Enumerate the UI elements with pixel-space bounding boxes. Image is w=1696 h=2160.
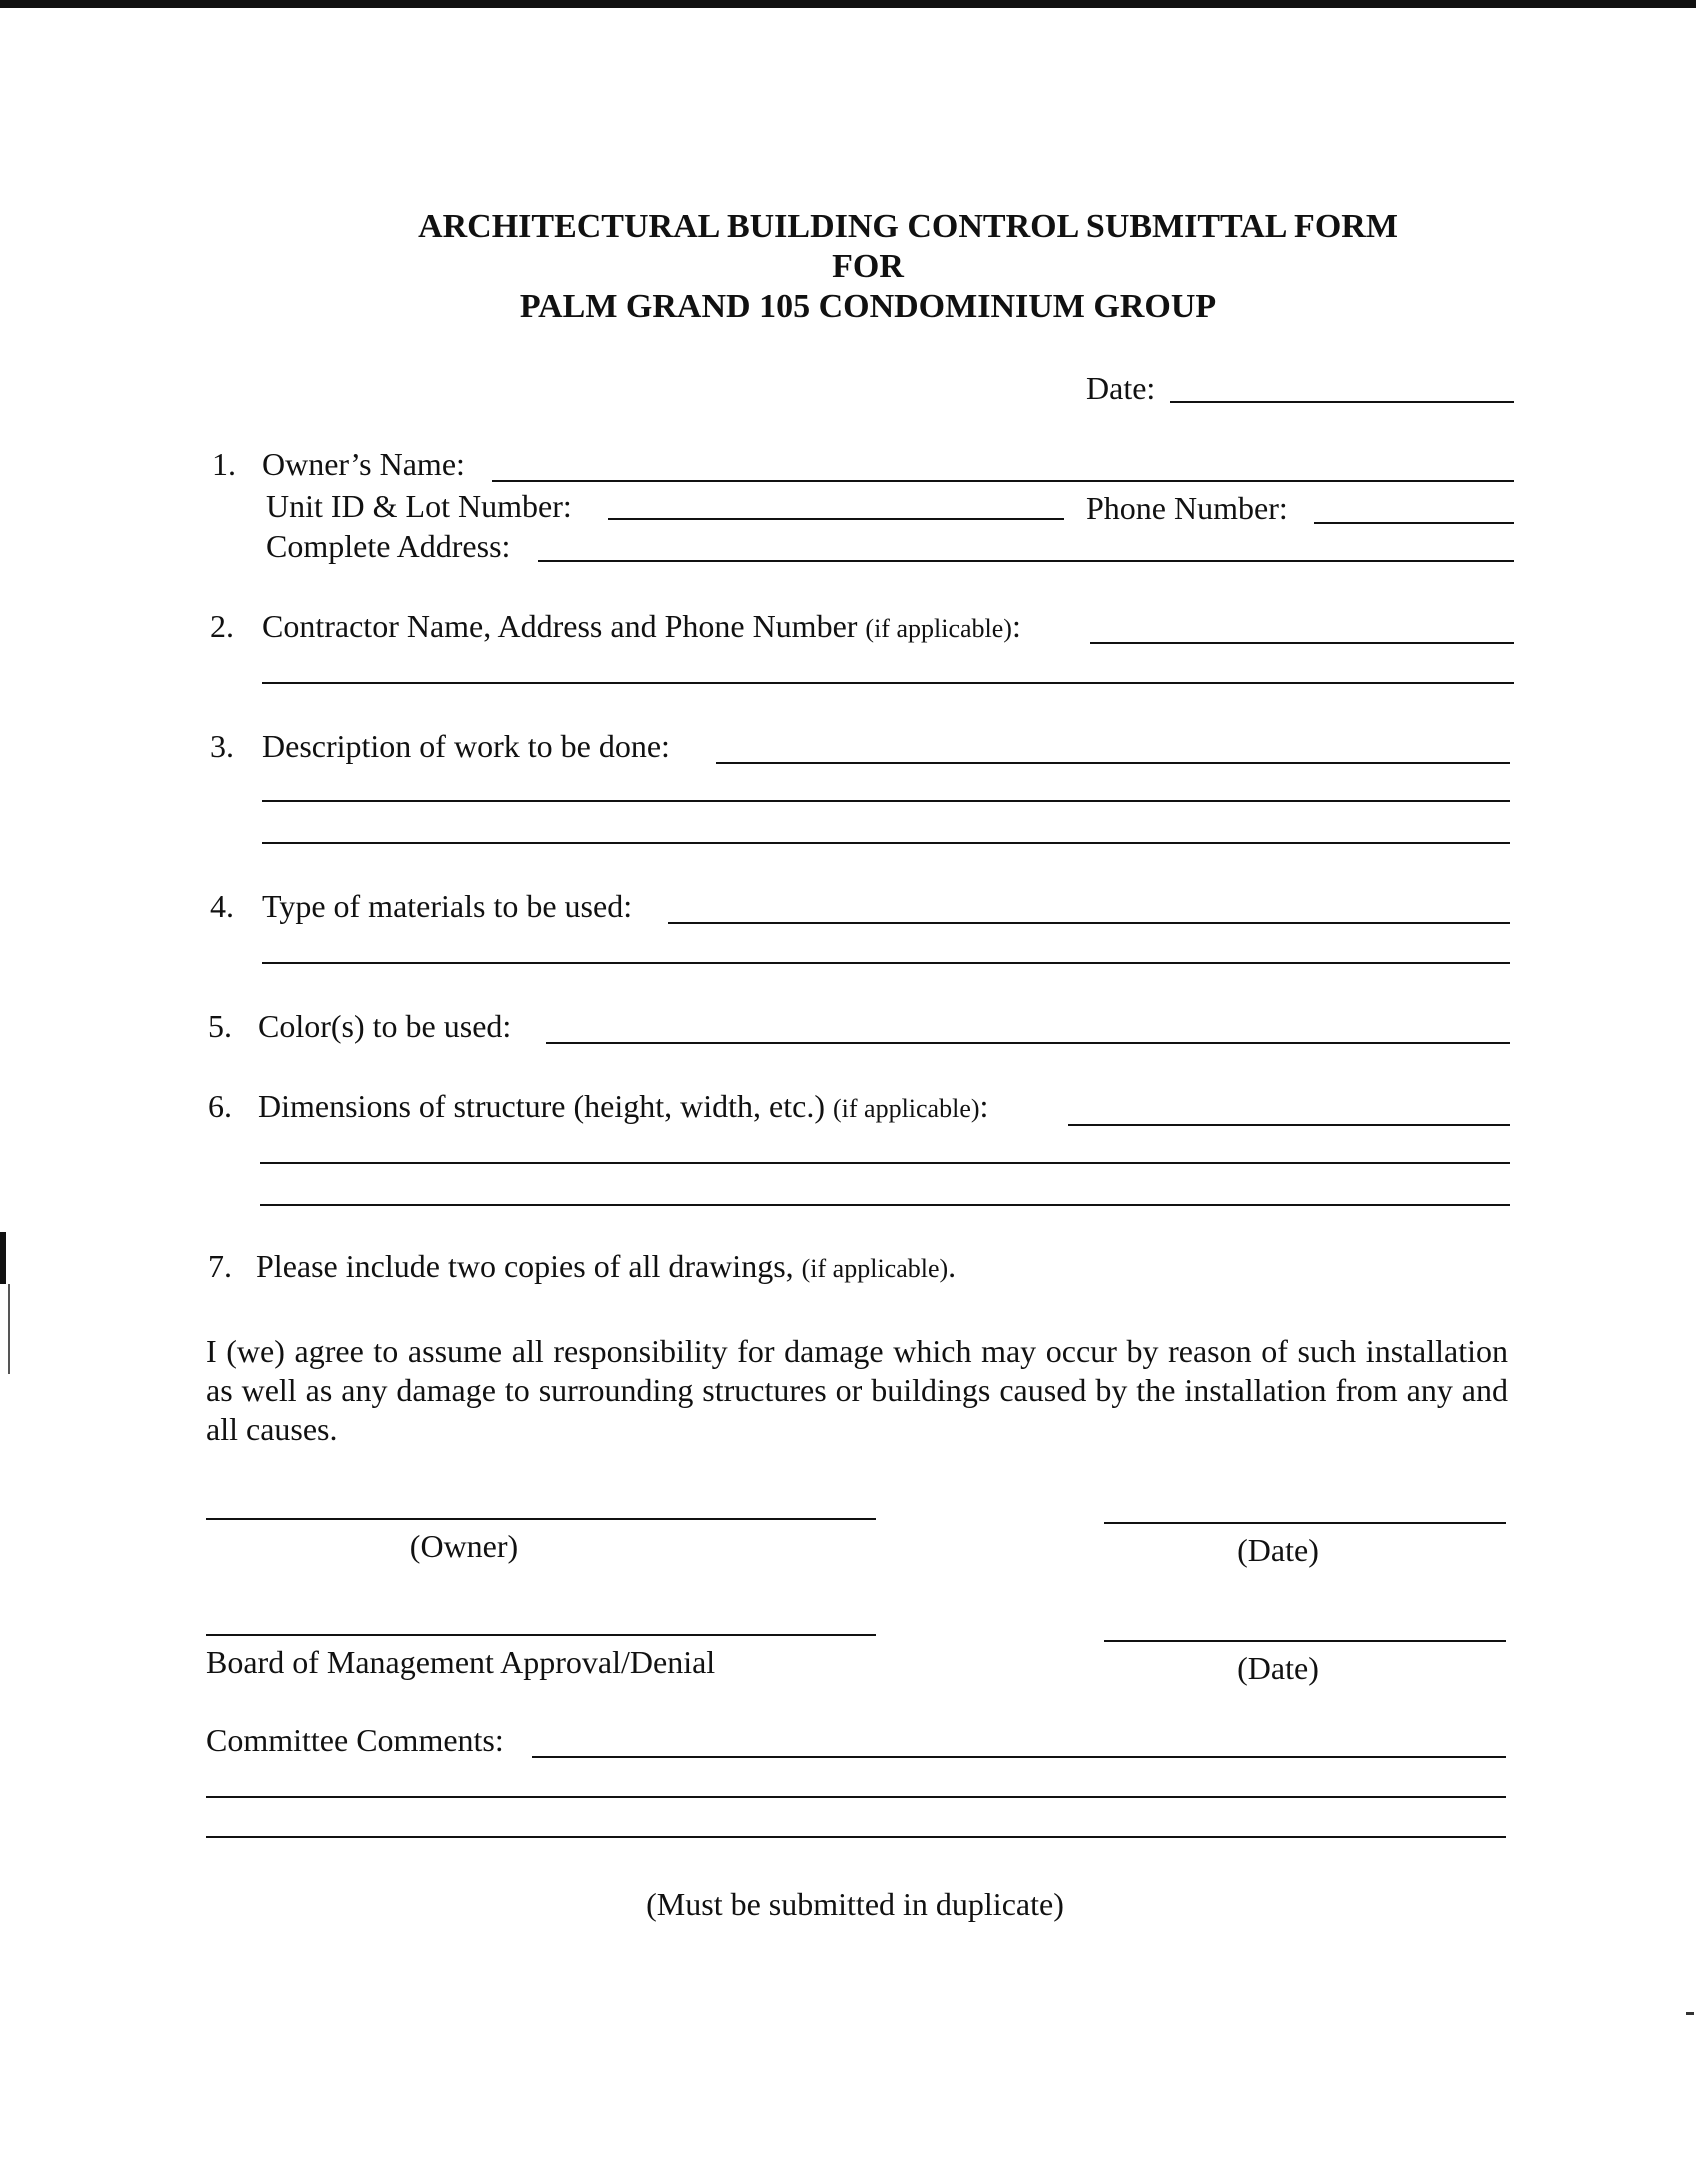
- drawings-period: .: [948, 1248, 957, 1284]
- scan-margin-mark: [0, 1232, 6, 1284]
- scan-margin-line: [8, 1284, 10, 1374]
- item-3-number: 3.: [210, 728, 234, 764]
- work-description-field-line2[interactable]: [262, 800, 1510, 802]
- dimensions-note: (if applicable): [832, 1094, 980, 1123]
- contractor-colon: :: [1011, 608, 1021, 644]
- agreement-paragraph: I (we) agree to assume all responsibility for damage which may occur by reason of such installation as well as any damage to surrounding structures or buildings caused by the installation from any and all causes.: [206, 1333, 1508, 1447]
- board-date-line[interactable]: [1104, 1640, 1506, 1642]
- contractor-field-line1[interactable]: [1090, 642, 1514, 644]
- dimensions-field-line3[interactable]: [260, 1204, 1510, 1206]
- item-7-line: [256, 1250, 956, 1282]
- unit-lot-label: Unit ID & Lot Number:: [266, 488, 572, 524]
- work-description-field-line3[interactable]: [262, 842, 1510, 844]
- dimensions-label: Dimensions of structure (height, width, etc.): [258, 1088, 825, 1124]
- work-description-field-line1[interactable]: [716, 762, 1510, 764]
- item-2-line: [262, 610, 1021, 642]
- owner-name-label: Owner’s Name:: [262, 446, 465, 482]
- unit-lot-field[interactable]: [608, 518, 1064, 520]
- materials-field-line2[interactable]: [262, 962, 1510, 964]
- item-1-number: 1.: [212, 446, 236, 482]
- scan-speck: [1686, 2012, 1694, 2015]
- date-field[interactable]: [1170, 401, 1514, 403]
- materials-field-line1[interactable]: [668, 922, 1510, 924]
- submission-note: (Must be submitted in duplicate): [646, 1886, 1064, 1922]
- drawings-note: (if applicable): [801, 1254, 949, 1283]
- owner-caption: (Owner): [409, 1528, 519, 1564]
- item-6-line: [258, 1090, 988, 1122]
- complete-address-label: Complete Address:: [266, 528, 511, 564]
- board-signature-line[interactable]: [206, 1634, 876, 1636]
- owner-date-caption: (Date): [1237, 1532, 1319, 1568]
- item-6-number: 6.: [208, 1088, 232, 1124]
- materials-label: Type of materials to be used:: [262, 888, 633, 924]
- phone-number-field[interactable]: [1314, 522, 1514, 524]
- contractor-label: Contractor Name, Address and Phone Number: [262, 608, 858, 644]
- item-7-number: 7.: [208, 1248, 232, 1284]
- form-title-line3: PALM GRAND 105 CONDOMINIUM GROUP: [519, 288, 1217, 325]
- owner-name-field[interactable]: [492, 480, 1514, 482]
- drawings-label: Please include two copies of all drawings,: [256, 1248, 794, 1284]
- date-label: Date:: [1086, 370, 1156, 406]
- item-5-number: 5.: [208, 1008, 232, 1044]
- committee-comments-field-line3[interactable]: [206, 1836, 1506, 1838]
- dimensions-field-line1[interactable]: [1068, 1124, 1510, 1126]
- item-2-number: 2.: [210, 608, 234, 644]
- dimensions-field-line2[interactable]: [260, 1162, 1510, 1164]
- complete-address-field[interactable]: [538, 560, 1514, 562]
- board-date-caption: (Date): [1237, 1650, 1319, 1686]
- committee-comments-field-line2[interactable]: [206, 1796, 1506, 1798]
- scan-top-edge: [0, 0, 1696, 8]
- colors-label: Color(s) to be used:: [258, 1008, 512, 1044]
- dimensions-colon: :: [979, 1088, 989, 1124]
- item-4-number: 4.: [210, 888, 234, 924]
- committee-comments-label: Committee Comments:: [206, 1722, 504, 1758]
- form-title-line2: FOR: [832, 248, 904, 285]
- contractor-field-line2[interactable]: [262, 682, 1514, 684]
- contractor-note: (if applicable): [865, 614, 1012, 643]
- work-description-label: Description of work to be done:: [262, 728, 670, 764]
- form-title-line1: ARCHITECTURAL BUILDING CONTROL SUBMITTAL FORM: [418, 208, 1398, 245]
- phone-number-label: Phone Number:: [1086, 490, 1288, 526]
- committee-comments-field-line1[interactable]: [532, 1756, 1506, 1758]
- owner-signature-line[interactable]: [206, 1518, 876, 1520]
- board-caption: Board of Management Approval/Denial: [206, 1644, 716, 1680]
- owner-date-line[interactable]: [1104, 1522, 1506, 1524]
- colors-field[interactable]: [546, 1042, 1510, 1044]
